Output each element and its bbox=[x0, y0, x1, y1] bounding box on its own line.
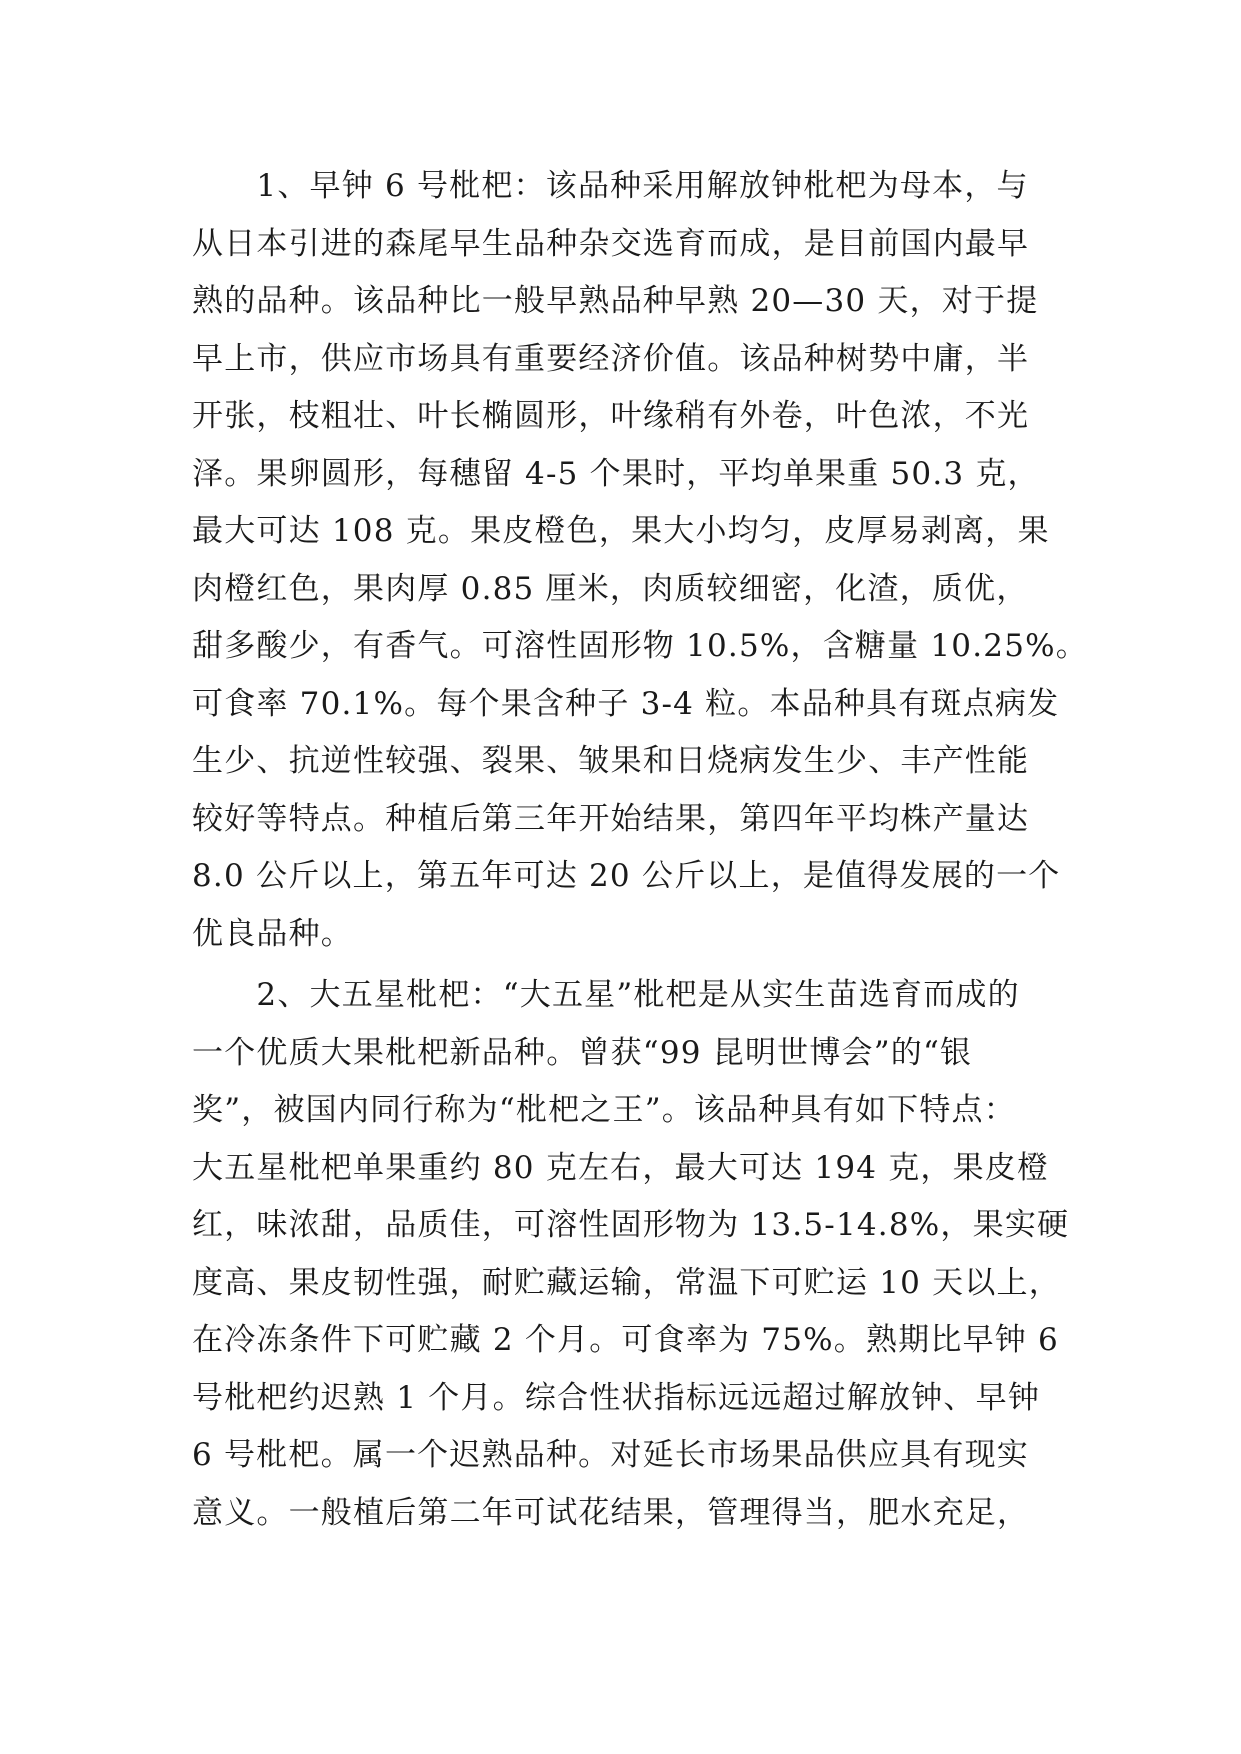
text-line: 较好等特点。种植后第三年开始结果，第四年平均株产量达 bbox=[192, 800, 1030, 837]
text-line: 号枇杷约迟熟 1 个月。综合性状指标远远超过解放钟、早钟 bbox=[192, 1379, 1041, 1416]
text-line: 开张，枝粗壮、叶长椭圆形，叶缘稍有外卷，叶色浓，不光 bbox=[192, 398, 1030, 434]
text-line: 度高、果皮韧性强，耐贮藏运输，常温下可贮运 10 天以上， bbox=[192, 1264, 1061, 1301]
text-line: 甜多酸少，有香气。可溶性固形物 10.5%，含糖量 10.25%。 bbox=[192, 628, 1088, 664]
text-line: 熟的品种。该品种比一般早熟品种早熟 20—30 天，对于提 bbox=[192, 283, 1039, 319]
text-line: 可食率 70.1%。每个果含种子 3-4 粒。本品种具有斑点病发 bbox=[192, 685, 1060, 722]
text-line: 生少、抗逆性较强、裂果、皱果和日烧病发生少、丰产性能 bbox=[192, 743, 1030, 779]
text-line: 2、大五星枇杷：“大五星”枇杷是从实生苗选育而成的 bbox=[192, 977, 1020, 1013]
text-line: 奖”，被国内同行称为“枇杷之王”。该品种具有如下特点： bbox=[192, 1092, 1016, 1128]
text-line: 大五星枇杷单果重约 80 克左右，最大可达 194 克，果皮橙 bbox=[192, 1149, 1050, 1186]
text-line: 1、早钟 6 号枇杷：该品种采用解放钟枇杷为母本，与 bbox=[192, 168, 1029, 204]
text-line: 最大可达 108 克。果皮橙色，果大小均匀，皮厚易剥离，果 bbox=[192, 513, 1050, 549]
text-line: 意义。一般植后第二年可试花结果，管理得当，肥水充足， bbox=[192, 1494, 1030, 1531]
text-line: 泽。果卵圆形，每穗留 4-5 个果时，平均单果重 50.3 克， bbox=[192, 455, 1040, 492]
text-line: 从日本引进的森尾早生品种杂交选育而成，是目前国内最早 bbox=[192, 225, 1030, 262]
text-line: 红，味浓甜，品质佳，可溶性固形物为 13.5-14.8%，果实硬 bbox=[192, 1207, 1070, 1243]
text-line: 8.0 公斤以上，第五年可达 20 公斤以上，是值得发展的一个 bbox=[192, 858, 1061, 894]
body-text bbox=[192, 158, 1088, 1542]
paragraph-zaozhong-6 bbox=[192, 158, 1088, 963]
text-line: 6 号枇杷。属一个迟熟品种。对延长市场果品供应具有现实 bbox=[192, 1437, 1029, 1473]
text-line: 肉橙红色，果肉厚 0.85 厘米，肉质较细密，化渣，质优， bbox=[192, 570, 1029, 607]
paragraph-dawuxing bbox=[192, 967, 1072, 1542]
text-line: 在冷冻条件下可贮藏 2 个月。可食率为 75%。熟期比早钟 6 bbox=[192, 1322, 1059, 1358]
text-line: 优良品种。 bbox=[192, 915, 353, 952]
text-line: 一个优质大果枇杷新品种。曾获“99 昆明世博会”的“银 bbox=[192, 1034, 973, 1071]
text-line: 早上市，供应市场具有重要经济价值。该品种树势中庸，半 bbox=[192, 340, 1030, 377]
